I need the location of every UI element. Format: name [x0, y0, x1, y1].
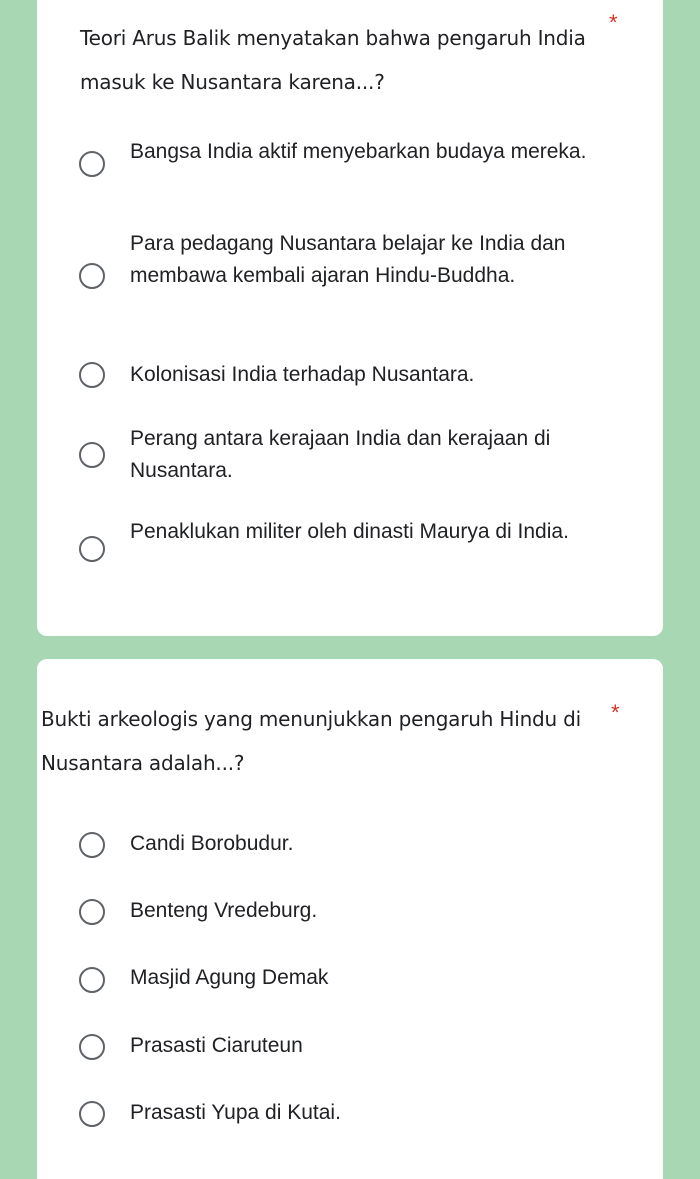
option-label: Bangsa India aktif menyebarkan budaya mereka. [130, 140, 587, 163]
option-label: Kolonisasi India terhadap Nusantara. [130, 363, 475, 386]
required-asterisk: * [609, 10, 618, 35]
option-label: Masjid Agung Demak [130, 966, 329, 989]
radio-button-icon[interactable] [79, 967, 105, 993]
option-radio[interactable] [37, 962, 663, 994]
option-label: Benteng Vredeburg. [130, 899, 318, 922]
question-title: Teori Arus Balik menyatakan bahwa pengaruh India masuk ke Nusantara karena...? [80, 26, 586, 94]
option-radio[interactable] [37, 1097, 663, 1129]
radio-button-icon[interactable] [79, 442, 105, 468]
radio-button-icon[interactable] [79, 832, 105, 858]
option-radio[interactable] [37, 1030, 663, 1062]
option-label: Para pedagang Nusantara belajar ke India dan membawa kembali ajaran Hindu-Buddha. [130, 232, 566, 287]
option-radio[interactable] [37, 516, 663, 580]
radio-button-icon[interactable] [79, 151, 105, 177]
option-radio[interactable] [37, 828, 663, 860]
option-radio[interactable] [37, 228, 663, 324]
question-title: Bukti arkeologis yang menunjukkan pengaruh Hindu di Nusantara adalah...? [41, 707, 582, 775]
option-radio[interactable] [37, 136, 663, 200]
option-label: Prasasti Yupa di Kutai. [130, 1101, 341, 1124]
option-label: Penaklukan militer oleh dinasti Maurya di India. [130, 520, 569, 543]
option-radio[interactable] [37, 359, 663, 391]
question-card-2 [37, 659, 663, 1179]
option-radio[interactable] [37, 423, 663, 487]
radio-button-icon[interactable] [79, 899, 105, 925]
radio-button-icon[interactable] [79, 362, 105, 388]
option-label: Prasasti Ciaruteun [130, 1034, 303, 1057]
question-card-1 [37, 0, 663, 636]
required-asterisk: * [611, 700, 620, 725]
radio-button-icon[interactable] [79, 536, 105, 562]
option-label: Candi Borobudur. [130, 832, 294, 855]
radio-button-icon[interactable] [79, 1101, 105, 1127]
radio-button-icon[interactable] [79, 263, 105, 289]
option-radio[interactable] [37, 895, 663, 927]
radio-button-icon[interactable] [79, 1034, 105, 1060]
option-label: Perang antara kerajaan India dan kerajaan di Nusantara. [130, 427, 551, 482]
